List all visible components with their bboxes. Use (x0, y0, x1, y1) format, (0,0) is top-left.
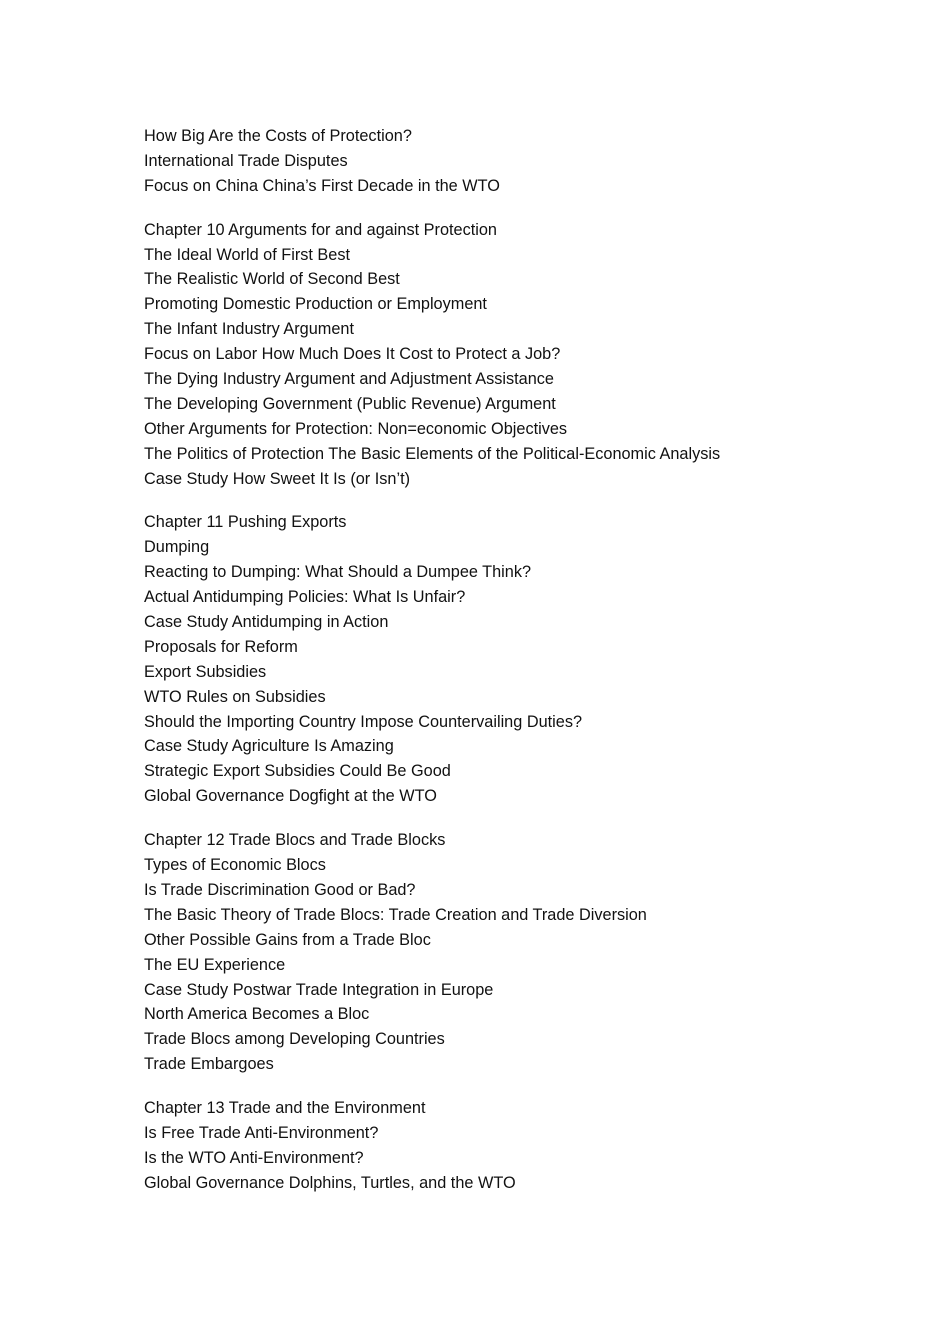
toc-line: International Trade Disputes (144, 151, 348, 170)
chapter-heading: Chapter 10 Arguments for and against Protection (144, 220, 497, 239)
toc-line: The Ideal World of First Best (144, 245, 351, 264)
toc-line: Trade Embargoes (144, 1055, 274, 1074)
section-chapter-10 (144, 218, 934, 492)
toc-line: Case Study How Sweet It Is (or Isn’t) (144, 469, 411, 488)
toc-line: Global Governance Dogfight at the WTO (144, 787, 437, 806)
chapter-heading: Chapter 11 Pushing Exports (144, 513, 347, 532)
toc-line: WTO Rules on Subsidies (144, 687, 326, 706)
toc-line: North America Becomes a Bloc (144, 1005, 370, 1024)
toc-line: The Developing Government (Public Revenue) Argument (144, 394, 556, 413)
toc-line: Promoting Domestic Production or Employment (144, 295, 487, 314)
toc-line: The Realistic World of Second Best (144, 270, 400, 289)
toc-line: Other Possible Gains from a Trade Bloc (144, 930, 431, 949)
section-chapter-12 (144, 828, 934, 1077)
toc-line: Dumping (144, 538, 210, 557)
toc-line: Actual Antidumping Policies: What Is Unfair? (144, 588, 466, 607)
toc-line: Case Study Antidumping in Action (144, 613, 389, 632)
section-chapter-13 (144, 1096, 934, 1196)
toc-line: Strategic Export Subsidies Could Be Good (144, 762, 451, 781)
toc-line: Other Arguments for Protection: Non=economic Objectives (144, 419, 568, 438)
toc-line: The EU Experience (144, 955, 286, 974)
chapter-heading: Chapter 12 Trade Blocs and Trade Blocks (144, 831, 446, 850)
toc-line: Export Subsidies (144, 662, 267, 681)
toc-line: Case Study Postwar Trade Integration in Europe (144, 980, 494, 999)
toc-line: Reacting to Dumping: What Should a Dumpee Think? (144, 563, 532, 582)
toc-line: The Infant Industry Argument (144, 320, 354, 339)
toc-line: Is Trade Discrimination Good or Bad? (144, 880, 416, 899)
toc-line: Case Study Agriculture Is Amazing (144, 737, 394, 756)
toc-line: Should the Importing Country Impose Countervailing Duties? (144, 712, 583, 731)
toc-line: The Basic Theory of Trade Blocs: Trade Creation and Trade Diversion (144, 905, 647, 924)
section-continued-chapter-9 (144, 124, 934, 199)
toc-line: Focus on China China’s First Decade in the WTO (144, 176, 500, 195)
toc-line: Focus on Labor How Much Does It Cost to Protect a Job? (144, 345, 561, 364)
document-page (144, 124, 934, 1196)
toc-line: Trade Blocs among Developing Countries (144, 1030, 445, 1049)
chapter-heading: Chapter 13 Trade and the Environment (144, 1099, 426, 1118)
toc-line: Is the WTO Anti-Environment? (144, 1148, 364, 1167)
toc-line: Global Governance Dolphins, Turtles, and the WTO (144, 1173, 516, 1192)
toc-line: The Dying Industry Argument and Adjustment Assistance (144, 370, 554, 389)
toc-line: Is Free Trade Anti-Environment? (144, 1123, 379, 1142)
toc-line: Types of Economic Blocs (144, 856, 326, 875)
toc-line: The Politics of Protection The Basic Elements of the Political-Economic Analysis (144, 444, 721, 463)
section-chapter-11 (144, 510, 934, 809)
toc-line: How Big Are the Costs of Protection? (144, 127, 412, 145)
toc-line: Proposals for Reform (144, 637, 298, 656)
